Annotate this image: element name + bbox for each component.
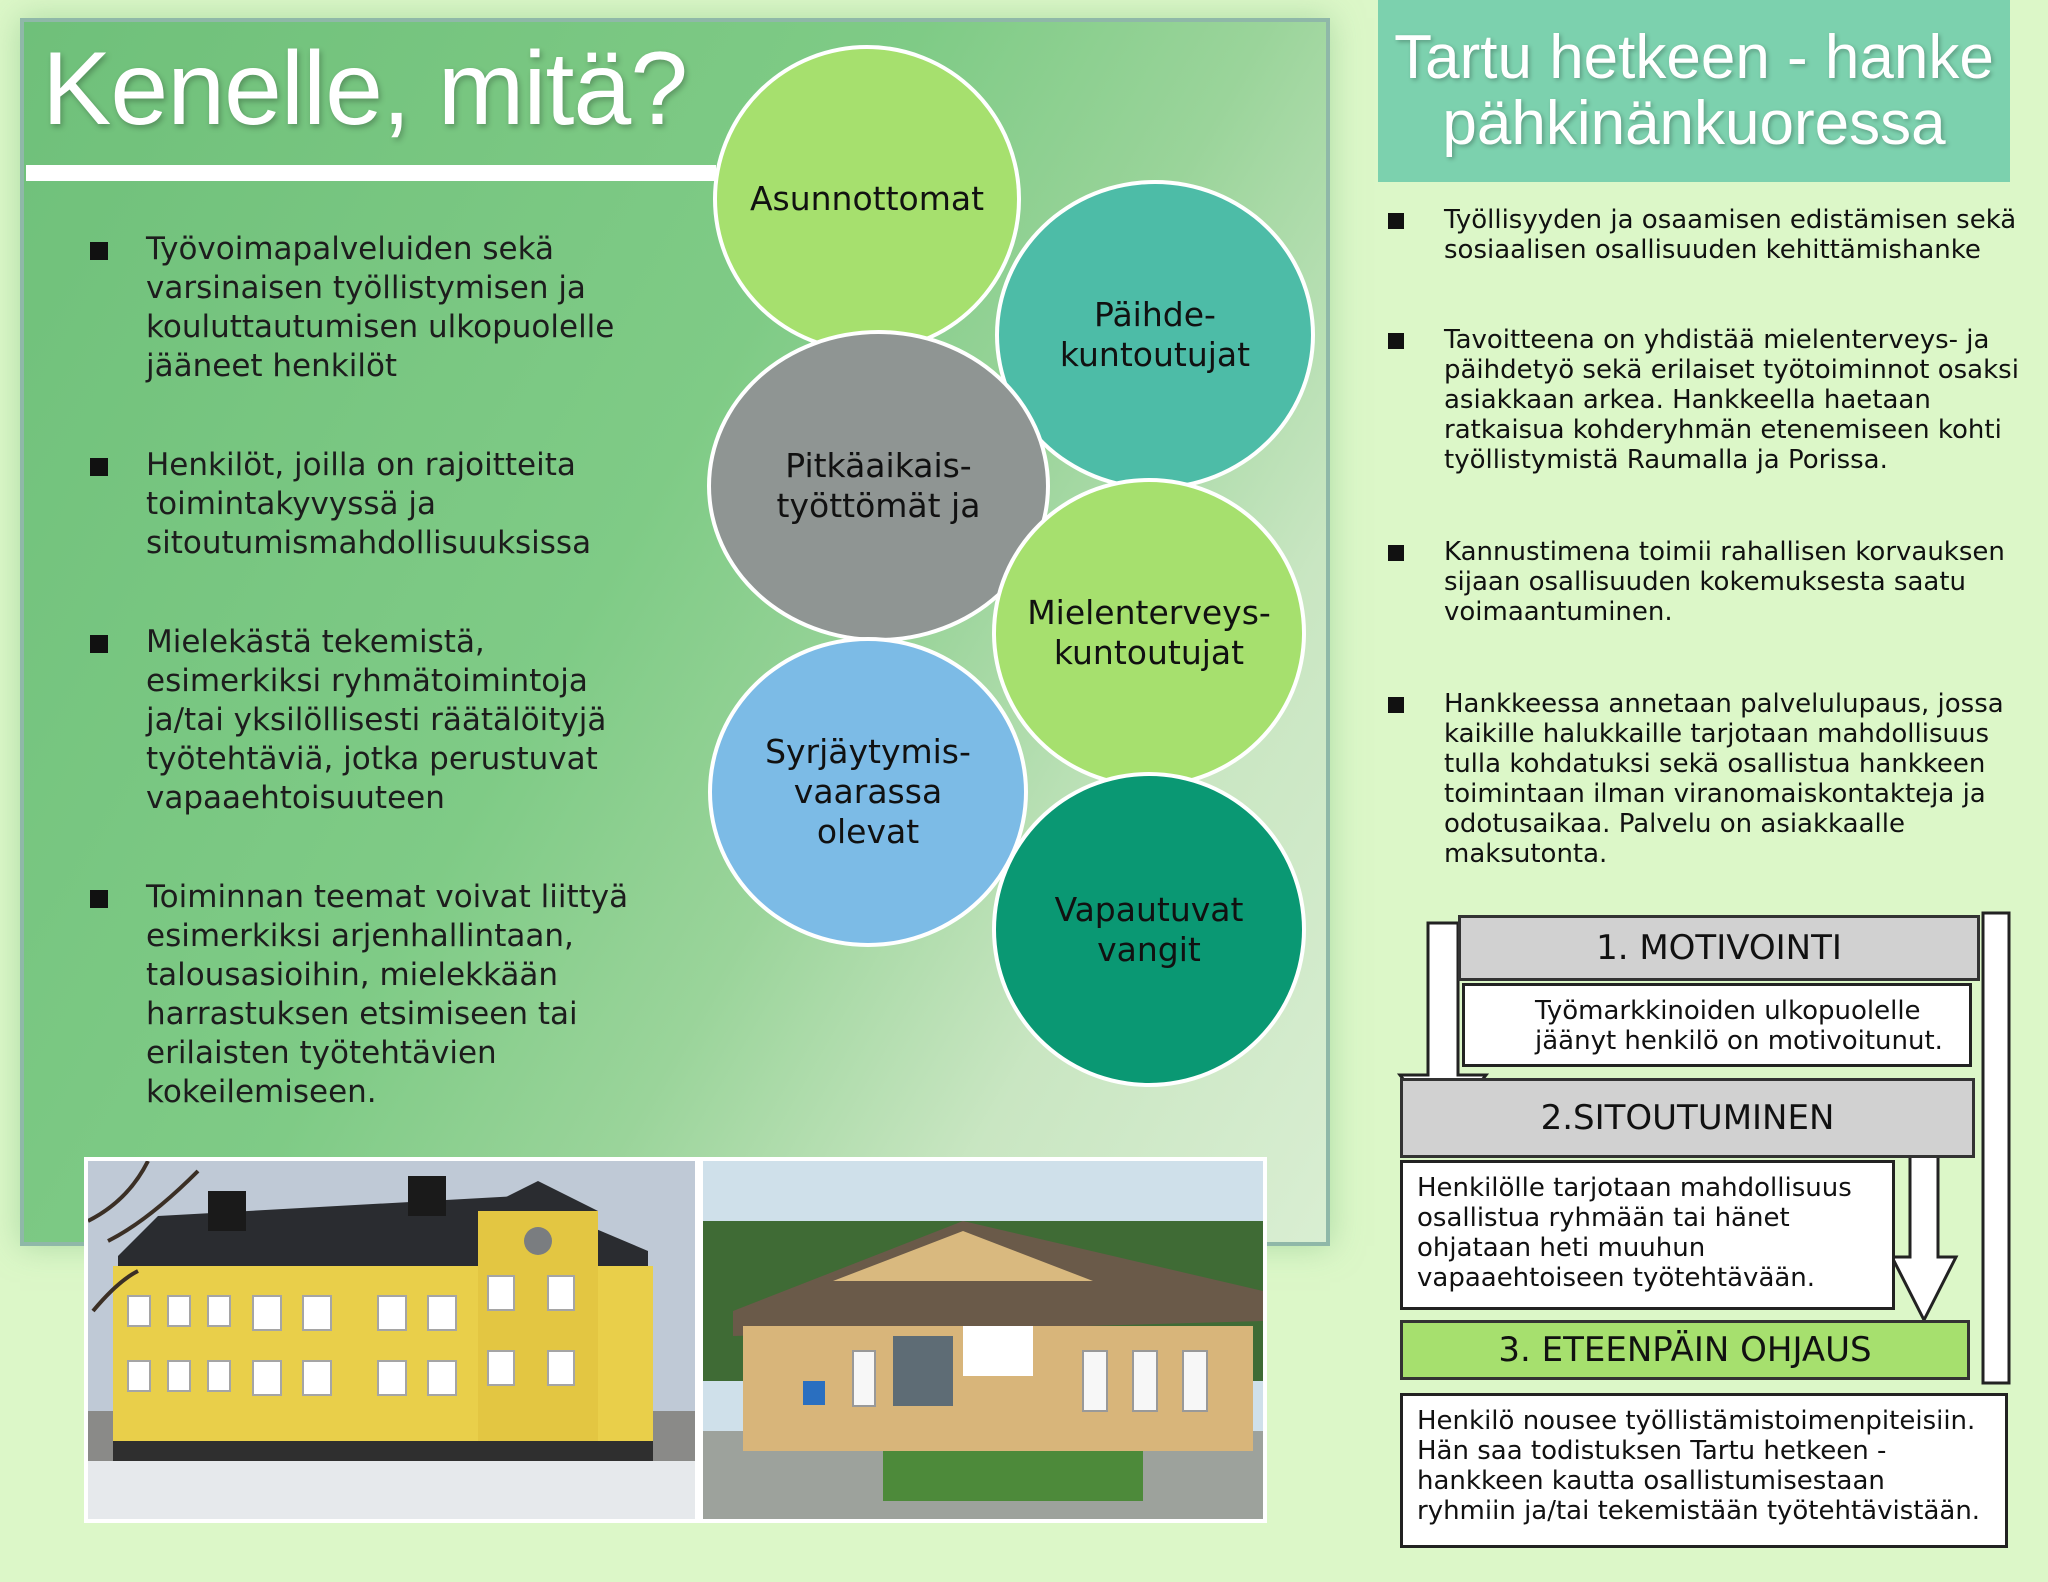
square-bullet-icon bbox=[1388, 697, 1404, 713]
circle-mielenterveyskuntoutujat bbox=[992, 478, 1306, 788]
list-item-text: Kannustimena toimii rahallisen korvauksen sijaan osallisuuden kokemuksesta saatu voimaantuminen. bbox=[1444, 537, 2005, 627]
circle-label: Syrjäytymis- vaarassa olevat bbox=[765, 732, 971, 851]
list-item bbox=[90, 446, 630, 563]
left-bullet-list bbox=[90, 230, 630, 1172]
square-bullet-icon bbox=[1388, 213, 1404, 229]
list-item bbox=[1388, 325, 2028, 475]
flow-step-motivointi bbox=[1458, 915, 1980, 981]
list-item bbox=[1388, 205, 2028, 265]
flow-step-label: 2.SITOUTUMINEN bbox=[1540, 1098, 1835, 1138]
circle-label: Päihde- kuntoutujat bbox=[1059, 295, 1251, 374]
flow-step-label: 3. ETEENPÄIN OHJAUS bbox=[1498, 1330, 1872, 1370]
list-item bbox=[90, 230, 630, 386]
flow-step-motivointi-text bbox=[1462, 983, 1972, 1067]
right-title: Tartu hetkeen - hanke pähkinänkuoressa bbox=[1378, 0, 2010, 182]
left-title: Kenelle, mitä? bbox=[42, 31, 688, 147]
list-item-text: Hankkeessa annetaan palvelulupaus, jossa kaikille halukkaille tarjotaan mahdollisuus tulla kohdatuksi sekä osallistua hankkeen toimintaan ilman viranomaiskontakteja ja odotusaikaa. Palvelu on asiakkaalle maksutonta. bbox=[1444, 689, 2004, 869]
right-bullet-list bbox=[1388, 205, 2028, 869]
list-item-text: Mielekästä tekemistä, esimerkiksi ryhmätoimintoja ja/tai yksilöllisesti räätälöityjä työtehtäviä, jotka perustuvat vapaaehtoisuuteen bbox=[146, 624, 607, 816]
flow-step-sitoutuminen bbox=[1400, 1078, 1975, 1158]
photo-yellow-apartment-building bbox=[84, 1157, 699, 1523]
square-bullet-icon bbox=[1388, 333, 1404, 349]
list-item bbox=[90, 623, 630, 818]
circle-label: Vapautuvat vangit bbox=[1054, 889, 1244, 969]
circle-label: Mielenterveys- kuntoutujat bbox=[1027, 593, 1271, 672]
yellow-building-image bbox=[88, 1161, 695, 1519]
list-item bbox=[1388, 689, 2028, 869]
circle-label: Pitkäaikais- työttömät ja bbox=[776, 446, 981, 525]
square-bullet-icon bbox=[90, 458, 108, 476]
circle-label: Asunnottomat bbox=[749, 179, 985, 218]
flow-step-text: Henkilö nousee työllistämistoimenpiteisiin. Hän saa todistuksen Tartu hetkeen -hankkeen kautta osallistumisestaan ryhmiin ja/tai tekemistään työtehtävistään. bbox=[1417, 1406, 1981, 1526]
flow-step-text: Henkilölle tarjotaan mahdollisuus osallistua ryhmään tai hänet ohjataan heti muuhun vapaaehtoiseen työtehtävään. bbox=[1417, 1173, 1852, 1293]
circle-vapautuvat-vangit bbox=[992, 772, 1306, 1087]
square-bullet-icon bbox=[1388, 545, 1404, 561]
list-item bbox=[90, 878, 630, 1112]
list-item-text: Henkilöt, joilla on rajoitteita toimintakyvyssä ja sitoutumismahdollisuuksissa bbox=[146, 447, 592, 561]
square-bullet-icon bbox=[90, 890, 108, 908]
flow-step-text: Työmarkkinoiden ulkopuolelle jäänyt henkilö on motivoitunut. bbox=[1535, 996, 1943, 1056]
circle-syrjaytymisvaarassa bbox=[708, 637, 1028, 947]
shinauha-building-image bbox=[703, 1161, 1263, 1519]
flow-step-label: 1. MOTIVOINTI bbox=[1596, 928, 1842, 968]
flow-step-eteenpain-ohjaus-text bbox=[1400, 1393, 2008, 1548]
photo-shinauha-building bbox=[699, 1157, 1267, 1523]
square-bullet-icon bbox=[90, 635, 108, 653]
flow-step-sitoutuminen-text bbox=[1400, 1160, 1895, 1310]
flow-step-eteenpain-ohjaus bbox=[1400, 1320, 1970, 1380]
list-item-text: Toiminnan teemat voivat liittyä esimerkiksi arjenhallintaan, talousasioihin, mielekkään harrastuksen etsimiseen tai erilaisten työtehtävien kokeilemiseen. bbox=[146, 879, 629, 1110]
square-bullet-icon bbox=[90, 242, 108, 260]
circle-asunnottomat bbox=[713, 45, 1021, 353]
list-item bbox=[1388, 537, 2028, 627]
list-item-text: Työvoimapalveluiden sekä varsinaisen työllistymisen ja kouluttautumisen ulkopuolelle jääneet henkilöt bbox=[146, 231, 615, 384]
list-item-text: Työllisyyden ja osaamisen edistämisen sekä sosiaalisen osallisuuden kehittämishanke bbox=[1444, 205, 2017, 265]
list-item-text: Tavoitteena on yhdistää mielenterveys- ja päihdetyö sekä erilaiset työtoiminnot osaksi asiakkaan arkea. Hankkeella haetaan ratkaisua kohderyhmän etenemiseen kohti työllistymistä Raumalla ja Porissa. bbox=[1444, 325, 2019, 475]
title-divider bbox=[26, 165, 716, 181]
